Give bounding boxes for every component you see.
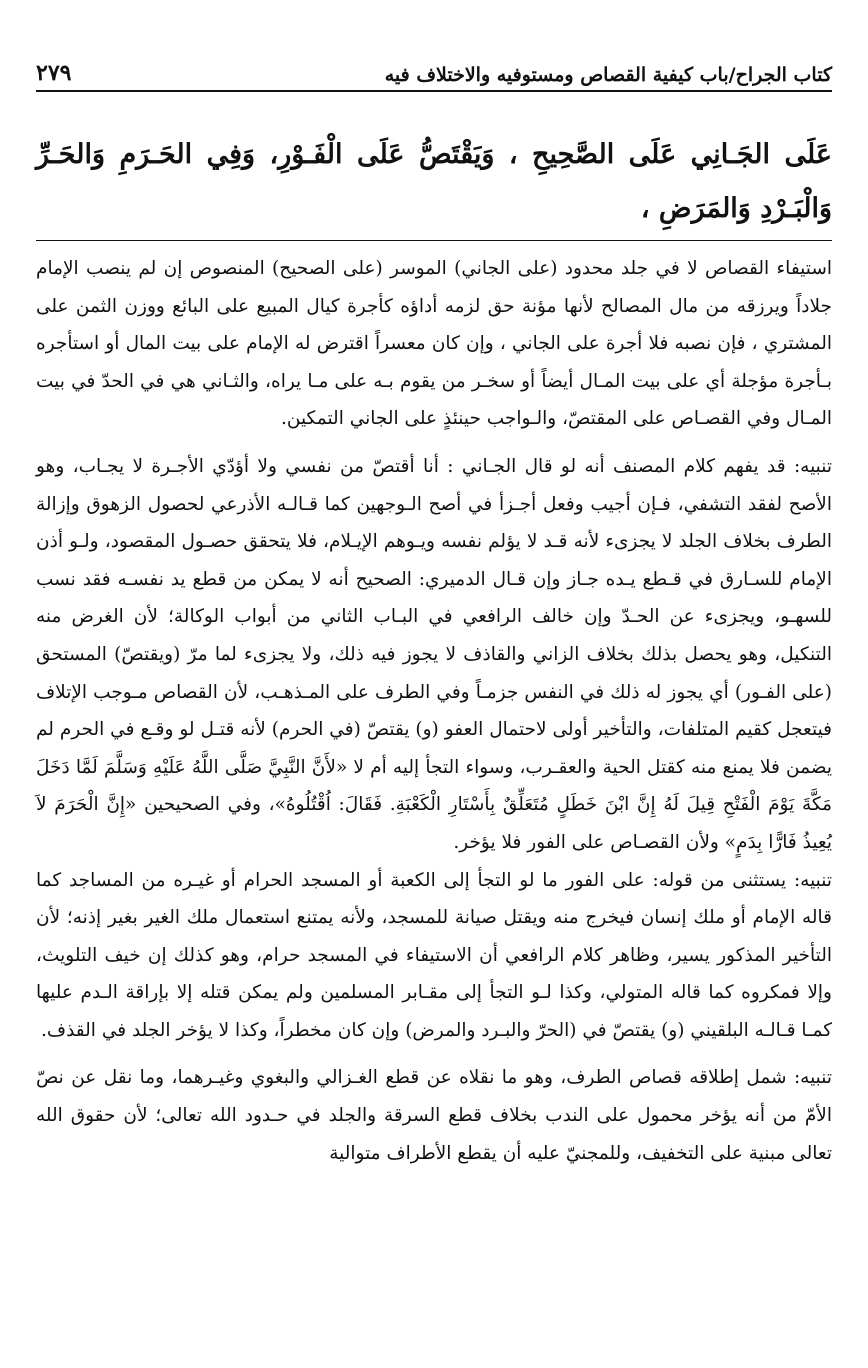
running-header	[36, 44, 832, 92]
commentary-paragraph: استيفاء القصاص لا في جلد محدود (على الجاني) الموسر (على الصحيح) المنصوص إن لم ينصب الإمام جلاداً ويرزقه من مال المصالح لأنها مؤنة حق لزمه أداؤه كأجرة كيال المبيع على البائع ووزن الثمن على المشتري ، فإن نصبه فلا أجرة على الجاني ، وإن كان معسراً اقترض له الإمام على بيت المال أو استأجره بـأجرة مؤجلة أي على بيت المـال أيضاً أو سخـر من يقوم بـه على مـا يراه، والثـاني هي في الحدّ في بيت المـال وفي القصـاص على المقتصّ، والـواجب حينئذٍ على الجاني التمكين.	[36, 258, 832, 430]
divider-line	[36, 240, 832, 241]
page-number: ٢٧٩	[36, 60, 72, 86]
note-paragraph: تنبيه: قد يفهم كلام المصنف أنه لو قال الجـاني : أنا أقتصّ من نفسي ولا أؤدّي الأجـرة لا يجـاب، وهو الأصح لفقد التشفي، فـإن أجيب وفعل أجـزأ في أصح الـوجهين كما قـالـه الأذرعي لحصول الزهوق وإزالة الطرف بخلاف الجلد لا يجزىء لأنه قـد لا يؤلم نفسه ويـوهم الإيـلام، فلا يتحقق حصـول المقصود، ولـو أذن الإمام للسـارق في قـطع يـده جـاز وإن قـال الدميري: الصحيح أنه لا يمكن من قطع يد نفسـه فقد نسب للسهـو، ويجزىء عن الحـدّ وإن خالف الرافعي في البـاب الثاني من أبواب الوكالة؛ لأن الغرض منه التنكيل، وهو يحصل بذلك بخلاف الزاني والقاذف لا يجوز فيه ذلك، ولا يجزىء لما مرّ (ويقتصّ) المستحق (على الفـور) أي يجوز له ذلك في النفس جزمـاً وفي الطرف على المـذهـب، لأن القصاص مـوجب الإتلاف فيتعجل كقيم المتلفات، والتأخير أولى لاحتمال العفو (و) يقتصّ (في الحرم) لأنه قتـل لو وقـع في الحرم لم يضمن فلا يمنع منه كقتل الحية والعقـرب، وسواء التجأ إليه أم لا «لأَنَّ النَّبِيَّ صَلَّى اللَّهُ عَلَيْهِ وَسَلَّمَ لَمَّا دَخَلَ مَكَّةَ يَوْمَ الْفَتْحِ قِيلَ لَهُ إِنَّ ابْنَ خَطَلٍ مُتَعَلِّقٌ بِأَسْتَارِ الْكَعْبَةِ. فَقَالَ: اُقْتُلُوهُ»، وفي الصحيحين «إِنَّ الْحَرَمَ لاَ يُعِيذُ فَارًّا بِدَمٍ» ولأن القصـاص على الفور فلا يؤخر.	[36, 455, 832, 853]
note-paragraph: تنبيه: يستثنى من قوله: على الفور ما لو التجأ إلى الكعبة أو المسجد الحرام أو غيـره من المساجد كما قاله الإمام أو ملك إنسان فيخرج منه ويقتل صيانة للمسجد، ولأنه يمتنع استعمال ملك الغير بغير إذنه؛ لأن التأخير المذكور يسير، وظاهر كلام الرافعي أن الاستيفاء في المسجد حرام، وهو كذلك إن خيف التلويث، وإلا فمكروه كما قاله المتولي، وكذا لـو التجأ إلى مقـابر المسلمين ولم يمكن قتله إلا بإراقة الـدم عليها كمـا قـالـه البلقيني (و) يقتصّ في (الحرّ والبـرد والمرض) وإن كان مخطراً، وكذا لا يؤخر الجلد في القذف.	[36, 869, 832, 1041]
commentary	[36, 250, 832, 1172]
note-paragraph: تنبيه: شمل إطلاقه قصاص الطرف، وهو ما نقلاه عن قطع الغـزالي والبغوي وغيـرهما، وما نقل عن نصّ الأمّ من أنه يؤخر محمول على الندب بخلاف قطع السرقة والجلد في حـدود الله تعالى؛ لأن حقوق الله تعالى مبنية على التخفيف، وللمجنيّ عليه أن يقطع الأطراف متوالية	[36, 1067, 832, 1164]
chapter-title: كتاب الجراح/باب كيفية القصاص ومستوفيه والاختلاف فيه	[384, 64, 832, 86]
main-text-matn: عَلَى الجَـانِي عَلَى الصَّحِيحِ ، وَيَقْتَصُّ عَلَى الْفَـوْرِ، وَفِي الحَـرَمِ وَالحَـرِّ وَالْبَـرْدِ وَالمَرَضِ ،	[36, 139, 832, 224]
